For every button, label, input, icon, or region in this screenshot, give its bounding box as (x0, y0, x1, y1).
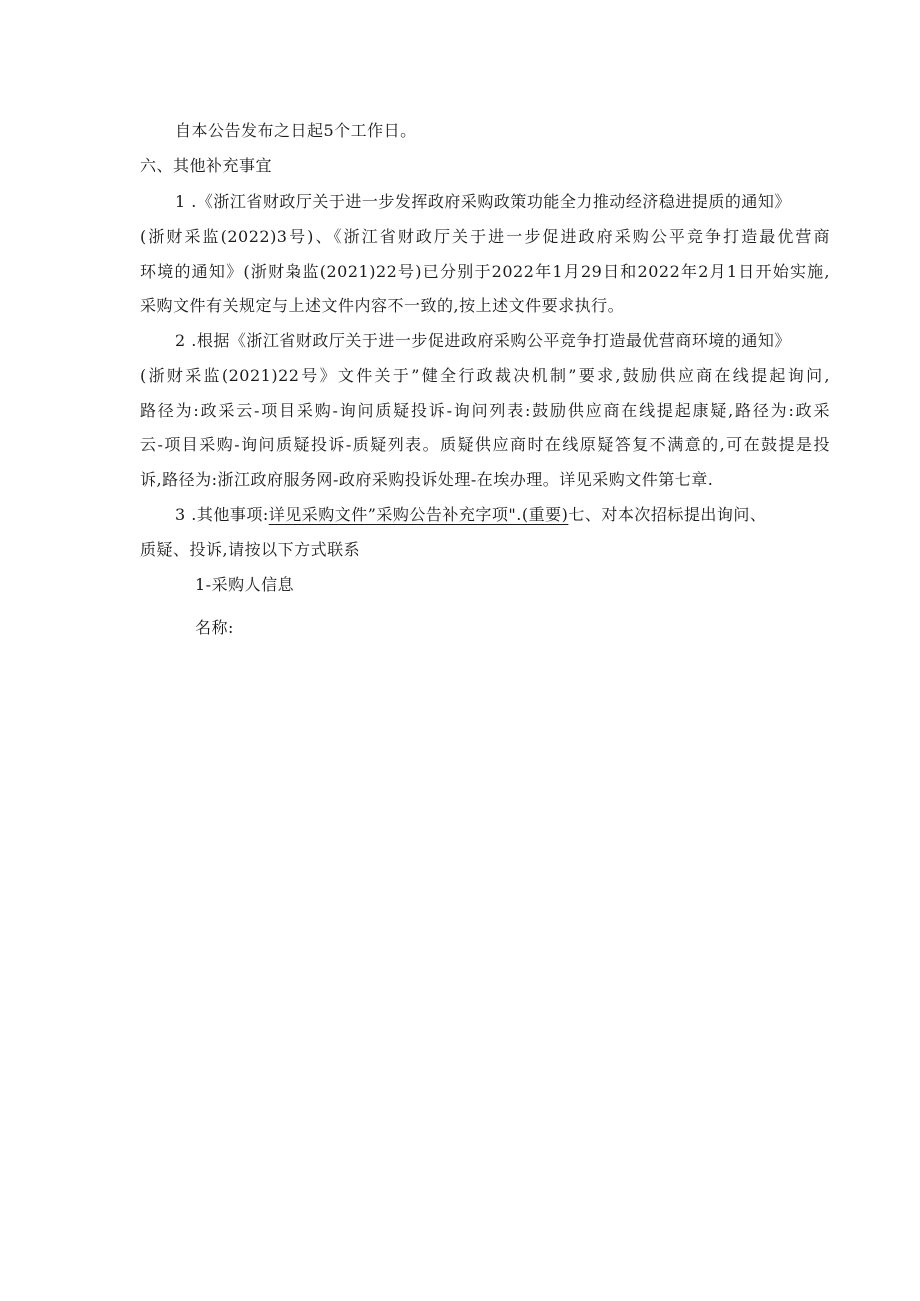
item1-line2: (浙财采监(2022)3号)、《浙江省财政厅关于进一步促进政府采购公平竞争打造最优营商 (140, 227, 830, 246)
name-label: 名称: (195, 618, 234, 637)
item2-line2: (浙财采监(2021)22号》文件关于”健全行政裁决机制”要求,鼓励供应商在线提起询问, (140, 366, 830, 385)
item3-prefix: 3 .其他事项: (175, 505, 269, 524)
item3-line2: 质疑、投诉,请按以下方式联系 (140, 540, 361, 559)
item1-line3: 环境的通知》(浙财枭监(2021)22号)已分别于2022年1月29日和2022年2月1日开始实施, (140, 262, 830, 281)
item2-line1: 2 .根据《浙江省财政厅关于进一步促进政府采购公平竞争打造最优营商环境的通知》 (175, 331, 791, 350)
item2-line5: 诉,路径为:浙江政府服务网-政府采购投诉处理-在埃办理。详见采购文件第七章. (140, 470, 714, 489)
item1-line4: 采购文件有关规定与上述文件内容不一致的,按上述文件要求执行。 (140, 296, 625, 315)
paragraph-deadline: 自本公告发布之日起5个工作日。 (175, 121, 417, 140)
item3-line1 (175, 505, 766, 525)
item3-underlined-note: 详见采购文件”采购公告补充字项".(重要) (268, 505, 569, 524)
item3-suffix: 七、对本次招标提出询问、 (568, 505, 767, 524)
purchaser-info-heading: 1-采购人信息 (195, 575, 295, 594)
item2-line4: 云-项目采购-询问质疑投诉-质疑列表。质疑供应商时在线原疑答复不满意的,可在鼓提是投 (140, 435, 830, 454)
section-heading-6: 六、其他补充事宜 (140, 156, 273, 175)
item1-line1: 1 .《浙江省财政厅关于进一步发挥政府采购政策功能全力推动经济稳进提质的通知》 (175, 192, 791, 211)
item2-line3: 路径为:政采云-项目采购-询问质疑投诉-询问列表:鼓励供应商在线提起康疑,路径为:政采 (140, 401, 830, 420)
